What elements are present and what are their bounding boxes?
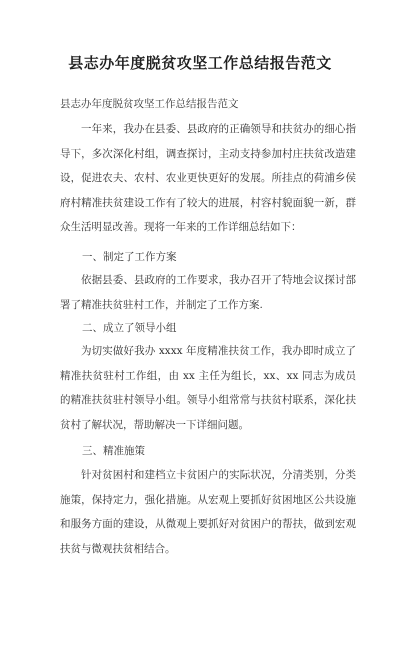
section-heading-2: 二、成立了领导小组 [82, 322, 177, 334]
document-title: 县志办年度脱贫攻坚工作总结报告范文 [68, 54, 332, 72]
document-subtitle: 县志办年度脱贫攻坚工作总结报告范文 [60, 98, 239, 110]
paragraph-work-plan: 依据县委、县政府的工作要求，我办召开了特地会议探讨部署了精准扶贫驻村工作，并制定了工作方案. [60, 274, 356, 311]
paragraph-intro: 一年来，我办在县委、县政府的正确领导和扶贫办的细心指导下，多次深化村组，调查探讨，主动支持参加村庄扶贫改造建设，促进农夫、农村、农业更快更好的发展。所挂点的荷浦乡侯府村精准扶贫建设工作有了较大的进展，村容村貌面貌一新，群众生活明显改善。现将一年来的工作详细总结如下： [60, 123, 356, 233]
paragraph-precise-measures: 针对贫困村和建档立卡贫困户的实际状况，分清类别，分类施策，保持定力，强化措施。从宏观上要抓好贫困地区公共设施和服务方面的建设，从微观上要抓好对贫困户的帮扶，做到宏观扶贫与微观扶贫相结合。 [60, 469, 356, 555]
paragraph-leading-group: 为切实做好我办 xxxx 年度精准扶贫工作，我办即时成立了精准扶贫驻村工作组，由 xx 主任为组长，xx、xx 同志为成员的精准扶贫驻村领导小组。领导小组常常与扶贫村联系，深化扶贫村了解状况，帮助解决一下详细问题。 [60, 345, 356, 431]
section-heading-3: 三、精准施策 [82, 445, 145, 457]
section-heading-1: 一、制定了工作方案 [82, 251, 177, 263]
